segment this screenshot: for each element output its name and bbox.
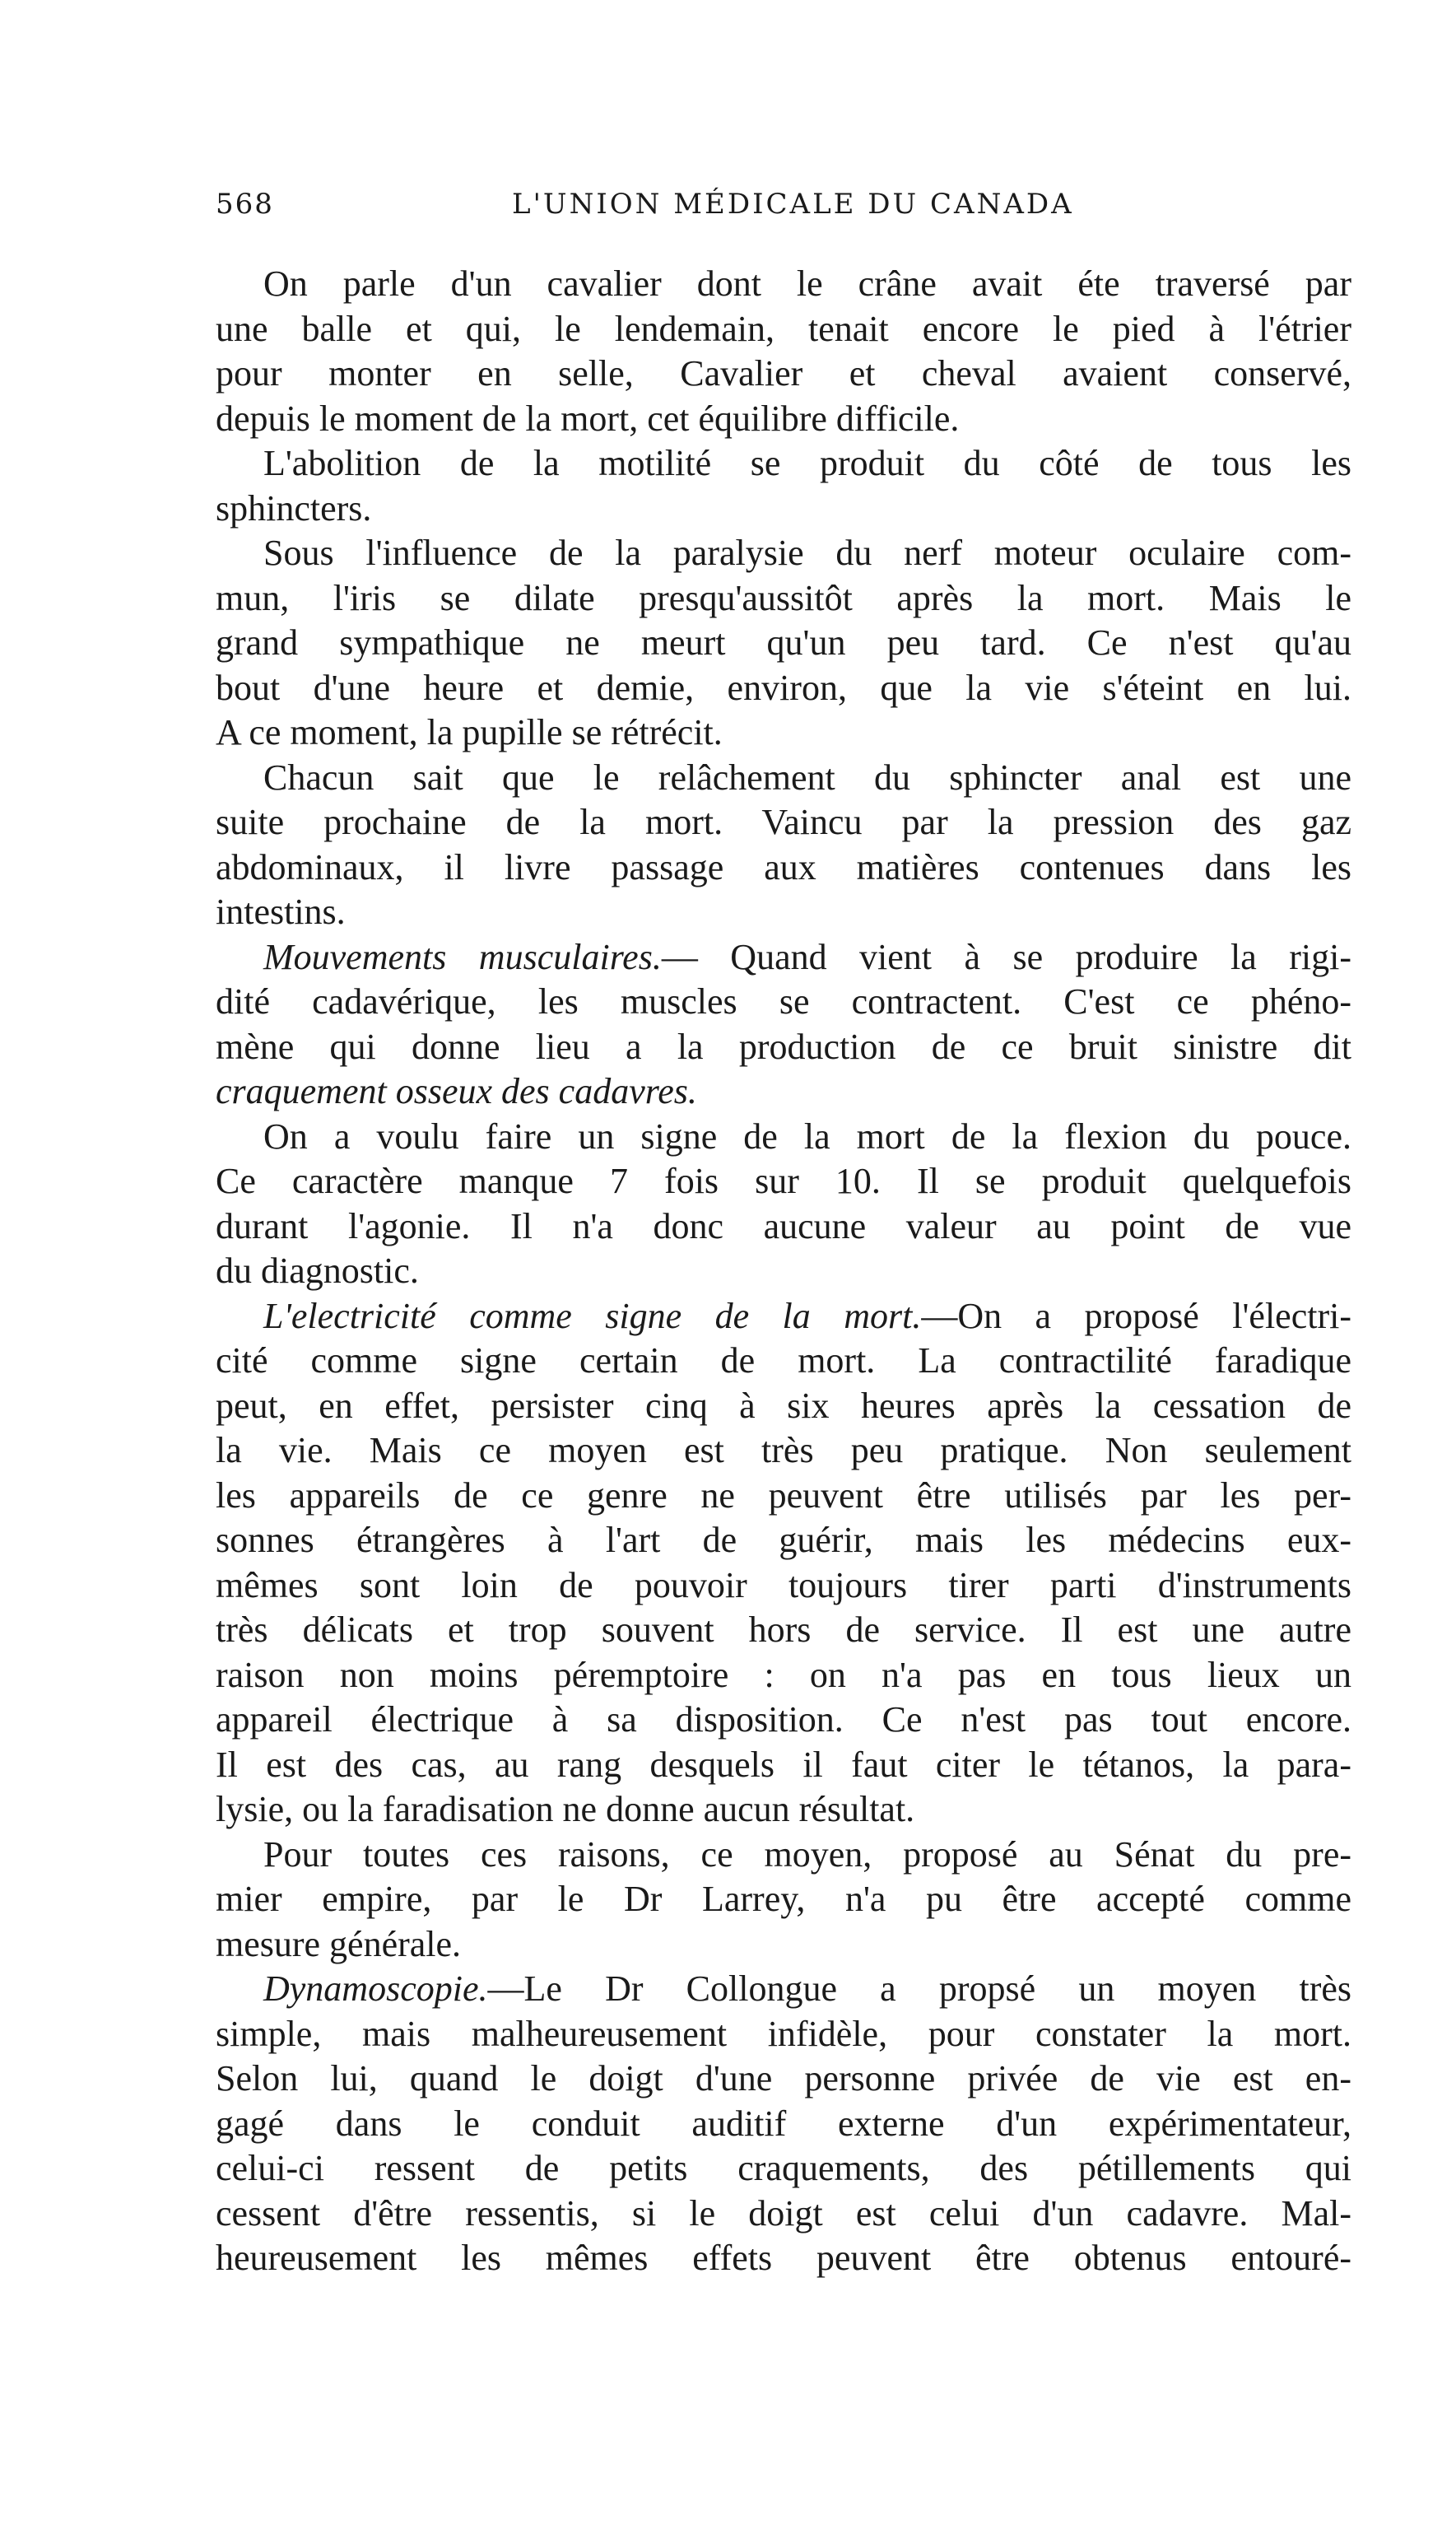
line-text: Il est des cas, au rang desquels il faut citer le tétanos, la para- bbox=[216, 1744, 1351, 1785]
text-line bbox=[216, 2192, 1351, 2237]
line-text: depuis le moment de la mort, cet équilibre difficile. bbox=[216, 398, 960, 439]
line-text: mun, l'iris se dilate presqu'aussitôt après la mort. Mais le bbox=[216, 577, 1351, 618]
text-line bbox=[216, 1967, 1351, 2012]
line-text: du diagnostic. bbox=[216, 1251, 419, 1291]
text-line bbox=[216, 1833, 1351, 1878]
line-text: mesure générale. bbox=[216, 1923, 462, 1964]
running-title: L'UNION MÉDICALE DU CANADA bbox=[512, 188, 1074, 221]
page-number: 568 bbox=[216, 188, 274, 221]
line-text: peut, en effet, persister cinq à six heures après la cessation de bbox=[216, 1385, 1351, 1426]
italic-heading: Mouvements musculaires. bbox=[263, 936, 662, 977]
line-text: une balle et qui, le lendemain, tenait encore le pied à l'étrier bbox=[216, 308, 1351, 349]
line-text: gagé dans le conduit auditif externe d'un expérimentateur, bbox=[216, 2103, 1351, 2144]
line-text: sonnes étrangères à l'art de guérir, mais les médecins eux- bbox=[216, 1520, 1351, 1560]
text-line bbox=[216, 531, 1351, 576]
text-line bbox=[216, 1204, 1351, 1250]
text-line bbox=[216, 1653, 1351, 1698]
text-line bbox=[216, 845, 1351, 891]
text-line bbox=[216, 1563, 1351, 1609]
text-line bbox=[216, 1115, 1351, 1160]
text-line bbox=[216, 756, 1351, 801]
line-text: mier empire, par le Dr Larrey, n'a pu être accepté comme bbox=[216, 1879, 1351, 1919]
italic-heading: L'electricité comme signe de la mort. bbox=[263, 1295, 922, 1336]
line-text: pour monter en selle, Cavalier et cheval avaient conservé, bbox=[216, 353, 1351, 394]
text-line bbox=[216, 1025, 1351, 1070]
text-line bbox=[216, 1474, 1351, 1519]
line-text: —Le Dr Collongue a propsé un moyen très bbox=[487, 1968, 1351, 2009]
line-text: la vie. Mais ce moyen est très peu pratique. Non seulement bbox=[216, 1430, 1351, 1470]
text-line bbox=[216, 262, 1351, 307]
line-text: durant l'agonie. Il n'a donc aucune valeur au point de vue bbox=[216, 1205, 1351, 1246]
text-line bbox=[216, 1069, 1351, 1115]
line-text: intestins. bbox=[216, 892, 346, 932]
line-text: Sous l'influence de la paralysie du nerf moteur oculaire com- bbox=[263, 533, 1351, 573]
text-line bbox=[216, 710, 1351, 756]
text-line bbox=[216, 2102, 1351, 2147]
text-line bbox=[216, 1428, 1351, 1474]
italic-heading: craquement osseux des cadavres. bbox=[216, 1071, 697, 1111]
line-text: Pour toutes ces raisons, ce moyen, proposé au Sénat du pre- bbox=[263, 1833, 1351, 1875]
line-text: —On a proposé l'électri- bbox=[921, 1295, 1351, 1336]
line-text: On a voulu faire un signe de la mort de la flexion du pouce. bbox=[263, 1116, 1351, 1157]
line-text: — Quand vient à se produire la rigi- bbox=[661, 936, 1352, 977]
line-text: A ce moment, la pupille se rétrécit. bbox=[216, 712, 723, 752]
line-text: sphincters. bbox=[216, 487, 372, 529]
text-line bbox=[216, 2012, 1351, 2057]
text-line bbox=[216, 1249, 1351, 1294]
line-text: mène qui donne lieu a la production de ce bruit sinistre dit bbox=[216, 1026, 1351, 1067]
line-text: les appareils de ce genre ne peuvent être utilisés par les per- bbox=[216, 1474, 1351, 1516]
line-text: très délicats et trop souvent hors de service. Il est une autre bbox=[216, 1609, 1351, 1650]
line-text: heureusement les mêmes effets peuvent être obtenus entouré- bbox=[216, 2238, 1351, 2278]
line-text: L'abolition de la motilité se produit du côté de tous les bbox=[263, 443, 1351, 483]
line-text: dité cadavérique, les muscles se contractent. C'est ce phéno- bbox=[216, 981, 1351, 1022]
text-line bbox=[216, 1518, 1351, 1563]
line-text: cité comme signe certain de mort. La contractilité faradique bbox=[216, 1340, 1351, 1381]
line-text: Selon lui, quand le doigt d'une personne privée de vie est en- bbox=[216, 2058, 1351, 2098]
page-header bbox=[216, 188, 1351, 229]
text-line bbox=[216, 397, 1351, 442]
text-line bbox=[216, 441, 1351, 487]
line-text: simple, mais malheureusement infidèle, pour constater la mort. bbox=[216, 2013, 1351, 2054]
text-line bbox=[216, 1608, 1351, 1653]
text-line bbox=[216, 890, 1351, 935]
line-text: bout d'une heure et demie, environ, que la vie s'éteint en lui. bbox=[216, 667, 1351, 708]
text-line bbox=[216, 2057, 1351, 2102]
text-line bbox=[216, 1294, 1351, 1339]
line-text: lysie, ou la faradisation ne donne aucun résultat. bbox=[216, 1789, 915, 1829]
line-text: grand sympathique ne meurt qu'un peu tard. Ce n'est qu'au bbox=[216, 622, 1351, 663]
line-text: Chacun sait que le relâchement du sphincter anal est une bbox=[263, 757, 1351, 798]
line-text: On parle d'un cavalier dont le crâne avait éte traversé par bbox=[263, 263, 1351, 304]
text-line bbox=[216, 2236, 1351, 2281]
text-line bbox=[216, 352, 1351, 397]
line-text: appareil électrique à sa disposition. Ce n'est pas tout encore. bbox=[216, 1699, 1351, 1740]
text-line bbox=[216, 666, 1351, 711]
line-text: celui-ci ressent de petits craquements, des pétillements qui bbox=[216, 2148, 1351, 2188]
text-line bbox=[216, 1877, 1351, 1922]
text-line bbox=[216, 1743, 1351, 1788]
text-line bbox=[216, 800, 1351, 845]
text-line bbox=[216, 2146, 1351, 2192]
line-text: raison non moins péremptoire : on n'a pas en tous lieux un bbox=[216, 1654, 1351, 1695]
line-text: suite prochaine de la mort. Vaincu par la pression des gaz bbox=[216, 802, 1351, 842]
text-line bbox=[216, 621, 1351, 666]
text-line bbox=[216, 1787, 1351, 1833]
text-line bbox=[216, 1698, 1351, 1743]
line-text: mêmes sont loin de pouvoir toujours tirer parti d'instruments bbox=[216, 1564, 1351, 1605]
italic-heading: Dynamoscopie. bbox=[263, 1968, 488, 2009]
text-line bbox=[216, 1384, 1351, 1429]
text-line bbox=[216, 307, 1351, 352]
text-line bbox=[216, 1159, 1351, 1204]
line-text: Ce caractère manque 7 fois sur 10. Il se produit quelquefois bbox=[216, 1161, 1351, 1201]
text-line bbox=[216, 576, 1351, 622]
line-text: cessent d'être ressentis, si le doigt est celui d'un cadavre. Mal- bbox=[216, 2192, 1351, 2234]
text-line bbox=[216, 1922, 1351, 1968]
text-line bbox=[216, 1339, 1351, 1384]
text-line bbox=[216, 935, 1351, 981]
body-text bbox=[216, 262, 1351, 2281]
text-line bbox=[216, 487, 1351, 532]
text-line bbox=[216, 980, 1351, 1025]
line-text: abdominaux, il livre passage aux matières contenues dans les bbox=[216, 846, 1351, 887]
